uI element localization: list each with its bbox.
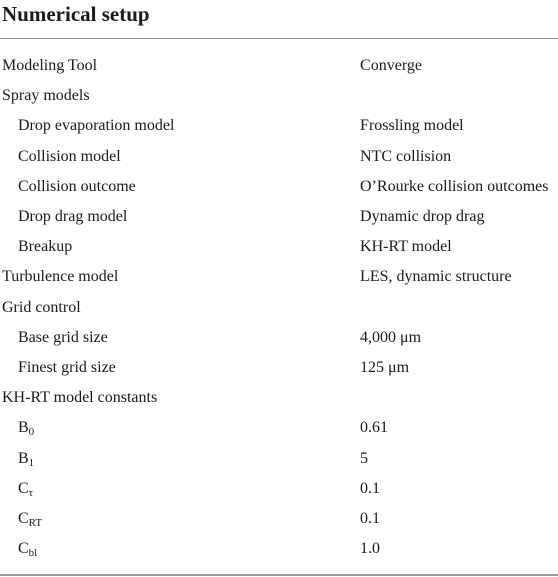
param-cell [0, 413, 359, 443]
value-cell: LES, dynamic structure [360, 268, 512, 286]
param-cell: Drop drag model [18, 208, 128, 226]
table-row [0, 81, 558, 111]
value-cell [359, 293, 558, 323]
value-cell: 125 μm [360, 358, 410, 376]
param-cell: Drop evaporation model [18, 117, 175, 135]
value-cell: 0.1 [360, 479, 381, 497]
value-cell: Frossling model [360, 117, 464, 135]
table-row [0, 232, 558, 262]
param-cell [0, 504, 359, 534]
symbol-subscript: τ [28, 486, 34, 499]
symbol-base: B [18, 449, 29, 467]
table-row [0, 504, 558, 534]
symbol-subscript: RT [28, 516, 43, 529]
value-cell: 1.0 [360, 540, 381, 558]
param-cell: Base grid size [18, 328, 108, 346]
value-cell: Dynamic drop drag [360, 208, 485, 226]
table-row [0, 383, 558, 413]
section-header-cell: Spray models [2, 87, 90, 105]
table-row [0, 51, 558, 81]
symbol-base: B [18, 419, 29, 437]
table-row [0, 111, 558, 141]
value-cell: KH-RT model [360, 238, 452, 256]
symbol-base: C [18, 479, 29, 497]
table-row [0, 474, 558, 504]
param-cell: Collision model [18, 147, 121, 165]
value-cell: NTC collision [360, 147, 452, 165]
symbol-subscript: bl [28, 547, 38, 560]
table-row [0, 443, 558, 473]
table-row [0, 202, 558, 232]
value-cell: 4,000 μm [360, 328, 422, 346]
param-cell: Modeling Tool [2, 57, 98, 75]
table-row [0, 323, 558, 353]
section-header-cell: KH-RT model constants [2, 389, 158, 407]
table-row [0, 353, 558, 383]
symbol-subscript: 0 [28, 426, 35, 439]
param-cell [0, 443, 359, 473]
bottom-rule [0, 574, 558, 576]
table-row [0, 534, 558, 564]
value-cell: O’Rourke collision outcomes [360, 177, 549, 195]
param-cell: Finest grid size [18, 358, 116, 376]
value-cell [359, 383, 558, 413]
value-cell: 0.61 [360, 419, 389, 437]
top-rule [0, 38, 558, 39]
table-row [0, 262, 558, 292]
param-cell [0, 474, 359, 504]
section-header-cell: Grid control [2, 298, 81, 316]
value-cell: 0.1 [360, 509, 381, 527]
table-row [0, 293, 558, 323]
symbol-base: C [18, 509, 29, 527]
table-row [0, 413, 558, 443]
param-cell: Collision outcome [18, 177, 136, 195]
value-cell [359, 81, 558, 111]
numerical-setup-table [0, 51, 558, 564]
symbol-subscript: 1 [28, 456, 35, 469]
param-cell [0, 534, 359, 564]
table-row [0, 142, 558, 172]
table-row [0, 172, 558, 202]
symbol-base: C [18, 540, 29, 558]
param-cell: Turbulence model [2, 268, 119, 286]
param-cell: Breakup [18, 238, 73, 256]
table-title: Numerical setup [2, 2, 150, 26]
value-cell: Converge [360, 57, 422, 75]
value-cell: 5 [360, 449, 369, 467]
